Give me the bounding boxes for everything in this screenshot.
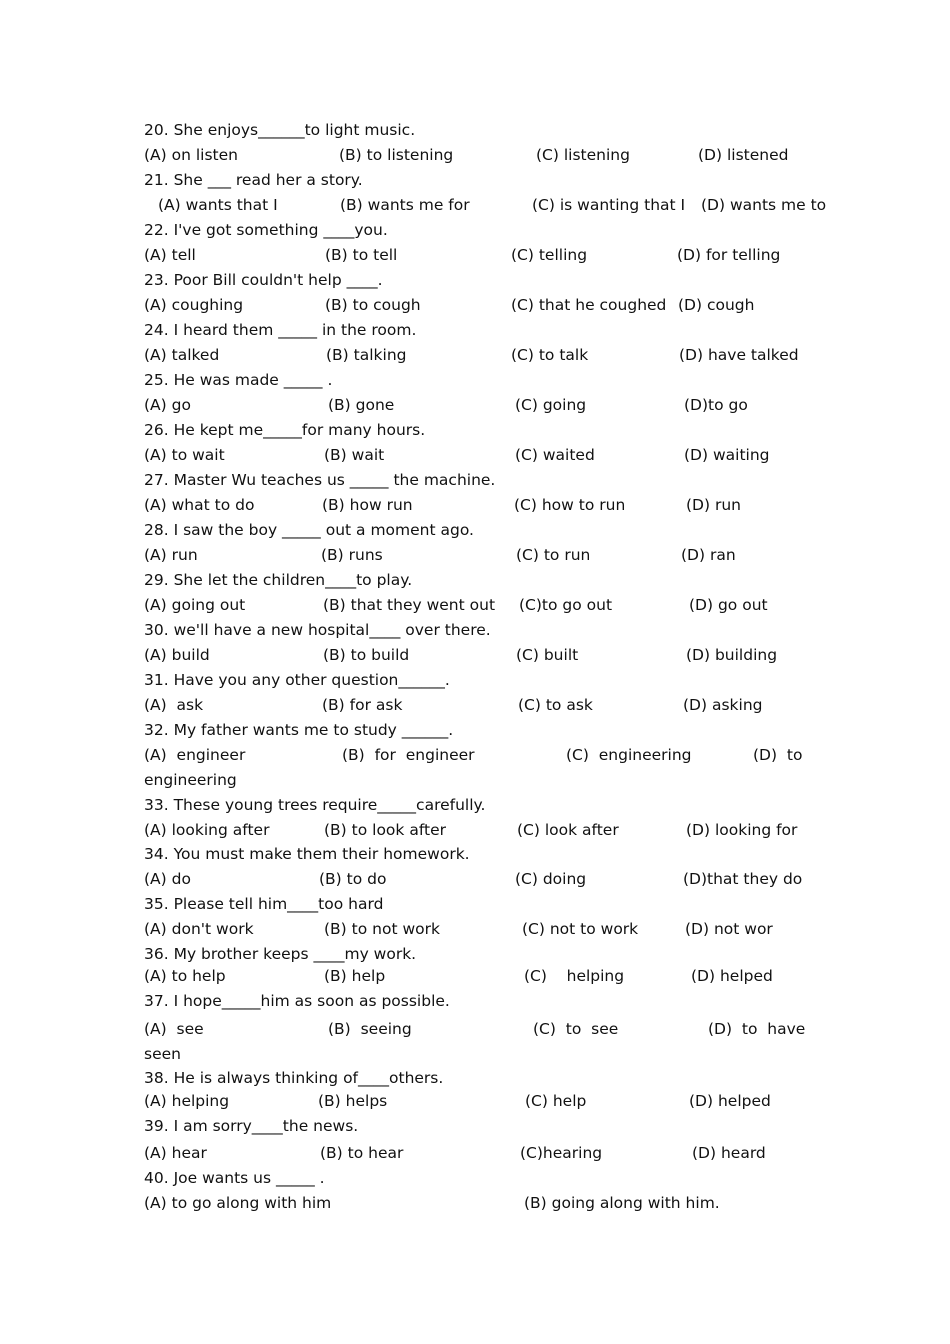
question-text: 28. I saw the boy _____ out a moment ago. (144, 521, 474, 539)
answer-option: (A) what to do (144, 496, 255, 514)
question-text: 39. I am sorry____the news. (144, 1117, 359, 1135)
answer-option: (B) how run (322, 496, 413, 514)
question-text: 26. He kept me_____for many hours. (144, 421, 426, 439)
answer-option: (C) engineering (566, 746, 692, 764)
answer-option: (B) going along with him. (524, 1194, 720, 1212)
answer-option: (A) see (144, 1020, 204, 1038)
answer-option: (A) going out (144, 596, 246, 614)
answer-option: (D) to (753, 746, 803, 764)
answer-option-continuation: seen (144, 1045, 181, 1063)
answer-option: (C) look after (517, 821, 619, 839)
answer-option: (A) don't work (144, 920, 254, 938)
answer-option: (D) looking for (686, 821, 798, 839)
answer-option: (D) go out (689, 596, 768, 614)
answer-option: (C) to talk (511, 346, 589, 364)
answer-option-continuation: engineering (144, 771, 237, 789)
question-text: 20. She enjoys______to light music. (144, 121, 416, 139)
answer-option: (B) gone (328, 396, 395, 414)
answer-option: (A) do (144, 870, 191, 888)
answer-option: (A) to wait (144, 446, 225, 464)
question-text: 23. Poor Bill couldn't help ____. (144, 271, 383, 289)
answer-option: (B) to build (323, 646, 410, 664)
answer-option: (A) tell (144, 246, 196, 264)
question-text: 36. My brother keeps ____my work. (144, 945, 417, 963)
answer-option: (B) to not work (324, 920, 440, 938)
answer-option: (A) talked (144, 346, 220, 364)
answer-option: (D) for telling (677, 246, 781, 264)
answer-option: (B) to cough (325, 296, 421, 314)
answer-option: (B) that they went out (323, 596, 496, 614)
answer-option: (D) wants me to (701, 196, 827, 214)
question-text: 27. Master Wu teaches us _____ the machine. (144, 471, 496, 489)
answer-option: (B) helps (318, 1092, 388, 1110)
question-text: 30. we'll have a new hospital____ over there. (144, 621, 491, 639)
answer-option: (C) doing (515, 870, 587, 888)
answer-option: (D) heard (692, 1144, 766, 1162)
answer-option: (A) ask (144, 696, 204, 714)
answer-option: (B) talking (326, 346, 407, 364)
question-text: 24. I heard them _____ in the room. (144, 321, 417, 339)
answer-option: (A) coughing (144, 296, 244, 314)
question-text: 33. These young trees require_____carefully. (144, 796, 486, 814)
answer-option: (C) listening (536, 146, 630, 164)
answer-option: (B) wants me for (340, 196, 470, 214)
answer-option: (B) to hear (320, 1144, 404, 1162)
answer-option: (C) built (516, 646, 579, 664)
answer-option: (D)that they do (683, 870, 803, 888)
answer-option: (B) to tell (325, 246, 398, 264)
answer-option: (C) help (525, 1092, 587, 1110)
answer-option: (D) cough (678, 296, 755, 314)
question-text: 32. My father wants me to study ______. (144, 721, 454, 739)
answer-option: (A) engineer (144, 746, 246, 764)
answer-option: (C) is wanting that I (532, 196, 686, 214)
question-text: 21. She ___ read her a story. (144, 171, 363, 189)
answer-option: (C) how to run (514, 496, 626, 514)
answer-option: (D) waiting (684, 446, 770, 464)
answer-option: (D) not wor (685, 920, 773, 938)
answer-option: (C) to see (533, 1020, 619, 1038)
answer-option: (C)to go out (519, 596, 613, 614)
answer-option: (D) helped (689, 1092, 771, 1110)
answer-option: (A) helping (144, 1092, 230, 1110)
answer-option: (C) waited (515, 446, 595, 464)
answer-option: (A) to help (144, 967, 226, 985)
question-text: 35. Please tell him____too hard (144, 895, 384, 913)
question-text: 40. Joe wants us _____ . (144, 1169, 325, 1187)
question-text: 38. He is always thinking of____others. (144, 1069, 444, 1087)
answer-option: (C) helping (524, 967, 625, 985)
answer-option: (A) run (144, 546, 198, 564)
answer-option: (B) to look after (324, 821, 446, 839)
answer-option: (C) not to work (522, 920, 639, 938)
answer-option: (A) to go along with him (144, 1194, 332, 1212)
answer-option: (D) helped (691, 967, 773, 985)
answer-option: (B) for engineer (342, 746, 475, 764)
question-text: 22. I've got something ____you. (144, 221, 388, 239)
answer-option: (D) have talked (679, 346, 799, 364)
answer-option: (B) wait (324, 446, 385, 464)
answer-option: (D) building (686, 646, 778, 664)
answer-option: (B) runs (321, 546, 383, 564)
answer-option: (A) on listen (144, 146, 238, 164)
answer-option: (A) hear (144, 1144, 207, 1162)
answer-option: (D) listened (698, 146, 789, 164)
answer-option: (D) ran (681, 546, 736, 564)
answer-option: (B) to do (319, 870, 387, 888)
question-text: 34. You must make them their homework. (144, 845, 470, 863)
answer-option: (D) to have (708, 1020, 806, 1038)
answer-option: (C) to run (516, 546, 591, 564)
answer-option: (C)hearing (520, 1144, 603, 1162)
answer-option: (C) telling (511, 246, 588, 264)
answer-option: (C) going (515, 396, 587, 414)
answer-option: (B) for ask (322, 696, 403, 714)
question-text: 37. I hope_____him as soon as possible. (144, 992, 450, 1010)
answer-option: (A) looking after (144, 821, 270, 839)
answer-option: (C) that he coughed (511, 296, 667, 314)
answer-option: (D) run (686, 496, 741, 514)
answer-option: (B) help (324, 967, 386, 985)
answer-option: (B) to listening (339, 146, 454, 164)
question-text: 31. Have you any other question______. (144, 671, 450, 689)
answer-option: (C) to ask (518, 696, 593, 714)
answer-option: (B) seeing (328, 1020, 412, 1038)
answer-option: (D) asking (683, 696, 763, 714)
question-text: 25. He was made _____ . (144, 371, 333, 389)
answer-option: (A) go (144, 396, 191, 414)
answer-option: (A) build (144, 646, 210, 664)
question-text: 29. She let the children____to play. (144, 571, 413, 589)
answer-option: (A) wants that I (158, 196, 278, 214)
answer-option: (D)to go (684, 396, 748, 414)
